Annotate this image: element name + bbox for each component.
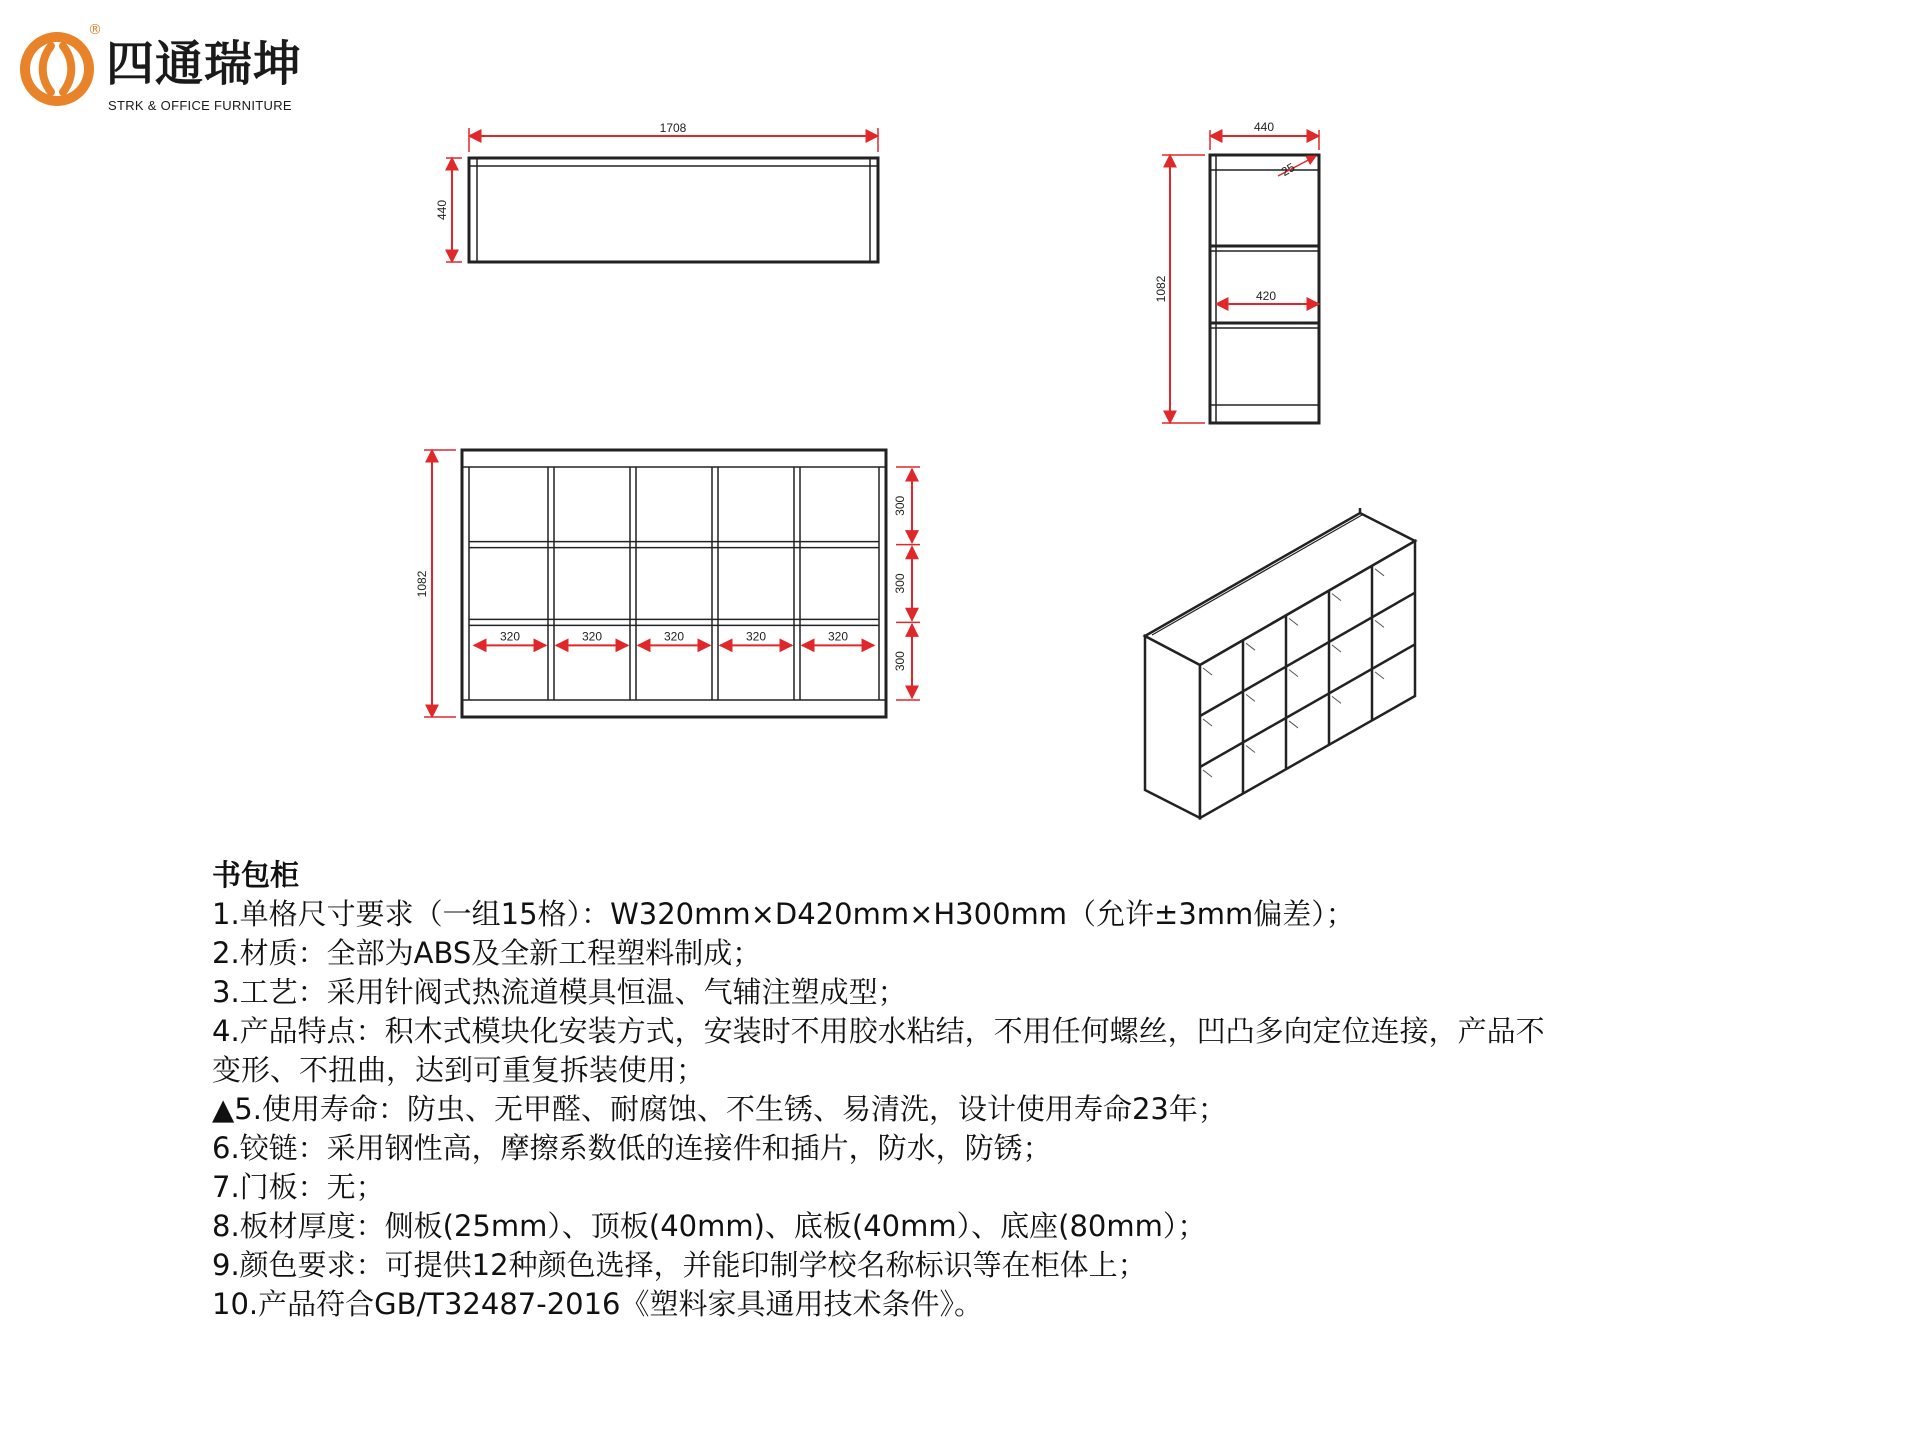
spec-line: 7.门板：无；	[212, 1170, 385, 1204]
col-dim-label: 320	[745, 629, 767, 644]
side-depth-label: 440	[1253, 120, 1275, 134]
side-view	[1154, 120, 1319, 423]
front-cell-grid	[469, 467, 879, 700]
spec-line: 10.产品符合GB/T32487-2016《塑料家具通用技术条件》。	[212, 1287, 983, 1321]
isometric-view	[1145, 508, 1415, 818]
front-view	[415, 450, 920, 717]
side-height-label: 1082	[1154, 275, 1168, 303]
spec-line: 变形、不扭曲，达到可重复拆装使用；	[212, 1053, 706, 1087]
row-dim-label: 300	[893, 573, 907, 594]
spec-line: 6.铰链：采用钢性高，摩擦系数低的连接件和插片，防水，防锈；	[212, 1131, 1052, 1165]
front-height-label: 1082	[415, 570, 429, 598]
top-depth-label: 440	[435, 199, 449, 221]
brand-name: 四通瑞坤	[106, 36, 303, 92]
spec-line: 4.产品特点：积木式模块化安装方式，安装时不用胶水粘结，不用任何螺丝，凹凸多向定位连接，产品不	[212, 1014, 1545, 1048]
brand-subtitle: STRK & OFFICE FURNITURE	[108, 98, 292, 113]
spec-section	[212, 856, 1772, 1324]
spec-line: 1.单格尺寸要求（一组15格）：W320mm×D420mm×H300mm（允许±3mm偏差）；	[212, 897, 1355, 931]
spec-line: ▲5.使用寿命：防虫、无甲醛、耐腐蚀、不生锈、易清洗，设计使用寿命23年；	[212, 1092, 1227, 1126]
col-dim-label: 320	[581, 629, 603, 644]
spec-line: 9.颜色要求：可提供12种颜色选择，并能印制学校名称标识等在柜体上；	[212, 1248, 1147, 1282]
side-corner-label: 25	[1278, 160, 1298, 179]
front-column-dimensions	[474, 629, 874, 645]
side-inner-depth-label: 420	[1255, 289, 1277, 303]
registered-mark: ®	[88, 22, 102, 38]
front-row-dimensions	[893, 467, 920, 700]
spec-line: 8.板材厚度：侧板(25mm）、顶板(40mm)、底板(40mm）、底座(80mm）；	[212, 1209, 1207, 1243]
top-width-label: 1708	[659, 121, 687, 135]
col-dim-label: 320	[499, 629, 521, 644]
col-dim-label: 320	[827, 629, 849, 644]
spec-line: 3.工艺：采用针阀式热流道模具恒温、气辅注塑成型；	[212, 975, 907, 1009]
top-view	[435, 121, 878, 262]
spec-title: 书包柜	[212, 858, 300, 892]
row-dim-label: 300	[893, 495, 907, 516]
col-dim-label: 320	[663, 629, 685, 644]
spec-line: 2.材质：全部为ABS及全新工程塑料制成；	[212, 936, 762, 970]
row-dim-label: 300	[893, 651, 907, 672]
